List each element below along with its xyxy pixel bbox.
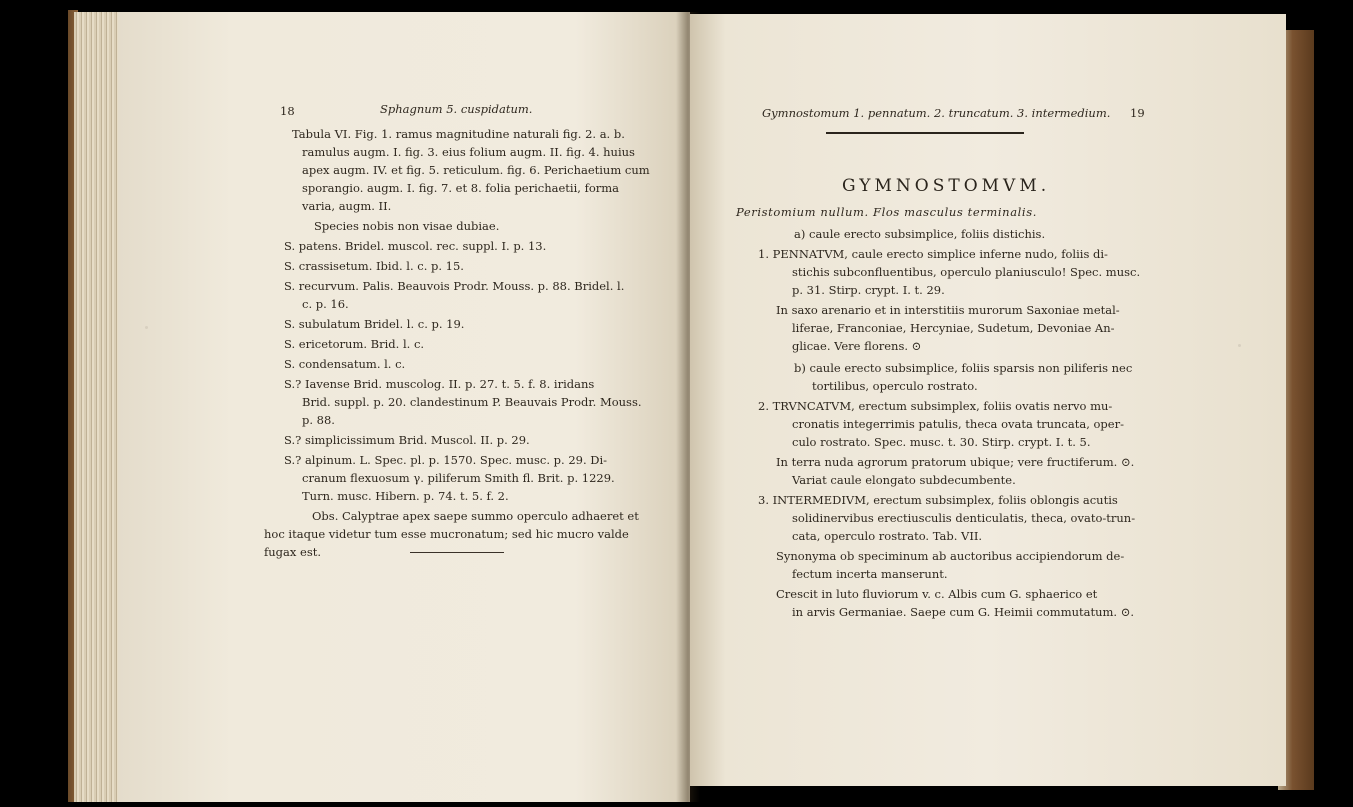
end-rule	[410, 552, 504, 553]
text-line: S. patens. Bridel. muscol. rec. suppl. I. p. 13.	[284, 239, 547, 253]
text-line: 3. INTERMEDIVM, erectum subsimplex, foliis oblongis acutis	[758, 493, 1118, 507]
text-line: S. crassisetum. Ibid. l. c. p. 15.	[284, 259, 464, 273]
text-line: Species nobis non visae dubiae.	[314, 219, 500, 233]
text-line: 2. TRVNCATVM, erectum subsimplex, foliis ovatis nervo mu-	[758, 399, 1113, 413]
text-line: Obs. Calyptrae apex saepe summo operculo adhaeret et	[312, 509, 639, 523]
text-line: Brid. suppl. p. 20. clandestinum P. Beauvais Prodr. Mouss.	[302, 395, 642, 409]
text-line: liferae, Franconiae, Hercyniae, Sudetum, Devoniae An-	[792, 321, 1115, 335]
text-line: Crescit in luto fluviorum v. c. Albis cum G. sphaerico et	[776, 587, 1098, 601]
text-line: In saxo arenario et in interstitiis murorum Saxoniae metal-	[776, 303, 1120, 317]
right-page-number: 19	[1130, 106, 1145, 120]
text-line: cronatis integerrimis patulis, theca ovata truncata, oper-	[792, 417, 1124, 431]
text-line: fugax est.	[264, 545, 322, 559]
text-line: S. subulatum Bridel. l. c. p. 19.	[284, 317, 465, 331]
text-line: S. condensatum. l. c.	[284, 357, 406, 371]
text-line: a) caule erecto subsimplice, foliis distichis.	[794, 227, 1046, 241]
text-line: stichis subconfluentibus, operculo planiusculo! Spec. musc.	[792, 265, 1141, 279]
text-line: p. 31. Stirp. crypt. I. t. 29.	[792, 283, 945, 297]
text-line: Variat caule elongato subdecumbente.	[792, 473, 1016, 487]
text-line: S.? Iavense Brid. muscolog. II. p. 27. t. 5. f. 8. iridans	[284, 377, 595, 391]
text-line: In terra nuda agrorum pratorum ubique; vere fructiferum. ⊙.	[776, 455, 1135, 469]
left-page-number: 18	[280, 104, 295, 118]
text-line: hoc itaque videtur tum esse mucronatum; sed hic mucro valde	[264, 527, 629, 541]
right-running-head: Gymnostomum 1. pennatum. 2. truncatum. 3. intermedium.	[762, 106, 1111, 120]
left-running-head: Sphagnum 5. cuspidatum.	[380, 102, 533, 116]
text-line: Tabula VI. Fig. 1. ramus magnitudine naturali fig. 2. a. b.	[292, 127, 625, 141]
text-line: cranum flexuosum γ. piliferum Smith fl. Brit. p. 1229.	[302, 471, 615, 485]
text-line: Turn. musc. Hibern. p. 74. t. 5. f. 2.	[302, 489, 509, 503]
text-line: tortilibus, operculo rostrato.	[812, 379, 978, 393]
text-line: glicae. Vere florens. ⊙	[792, 339, 922, 353]
text-line: S.? simplicissimum Brid. Muscol. II. p. 29.	[284, 433, 530, 447]
text-line: varia, augm. II.	[302, 199, 392, 213]
text-line: apex augm. IV. et fig. 5. reticulum. fig. 6. Perichaetium cum	[302, 163, 650, 177]
text-line: S. recurvum. Palis. Beauvois Prodr. Mouss. p. 88. Bridel. l.	[284, 279, 625, 293]
section-title: GYMNOSTOMVM.	[842, 176, 1051, 196]
text-line: fectum incerta manserunt.	[792, 567, 948, 581]
left-page	[118, 12, 690, 802]
text-line: S.? alpinum. L. Spec. pl. p. 1570. Spec. musc. p. 29. Di-	[284, 453, 608, 467]
text-line: 1. PENNATVM, caule erecto simplice inferne nudo, foliis di-	[758, 247, 1108, 261]
text-line: c. p. 16.	[302, 297, 349, 311]
right-page	[690, 14, 1286, 786]
text-line: culo rostrato. Spec. musc. t. 30. Stirp. crypt. I. t. 5.	[792, 435, 1091, 449]
text-line: ramulus augm. I. fig. 3. eius folium augm. II. fig. 4. huius	[302, 145, 635, 159]
text-line: S. ericetorum. Brid. l. c.	[284, 337, 425, 351]
text-line: in arvis Germaniae. Saepe cum G. Heimii commutatum. ⊙.	[792, 605, 1135, 619]
text-line: Synonyma ob speciminum ab auctoribus accipiendorum de-	[776, 549, 1125, 563]
text-line: p. 88.	[302, 413, 335, 427]
text-line: solidinervibus erectiusculis denticulatis, theca, ovato-trun-	[792, 511, 1136, 525]
paper-speck	[1238, 344, 1241, 347]
text-line: sporangio. augm. I. fig. 7. et 8. folia perichaetii, forma	[302, 181, 620, 195]
text-line: cata, operculo rostrato. Tab. VII.	[792, 529, 983, 543]
text-line: b) caule erecto subsimplice, foliis sparsis non piliferis nec	[794, 361, 1133, 375]
head-rule	[826, 132, 1024, 134]
text-line: Peristomium nullum. Flos masculus terminalis.	[736, 205, 1037, 219]
paper-speck	[145, 326, 148, 329]
